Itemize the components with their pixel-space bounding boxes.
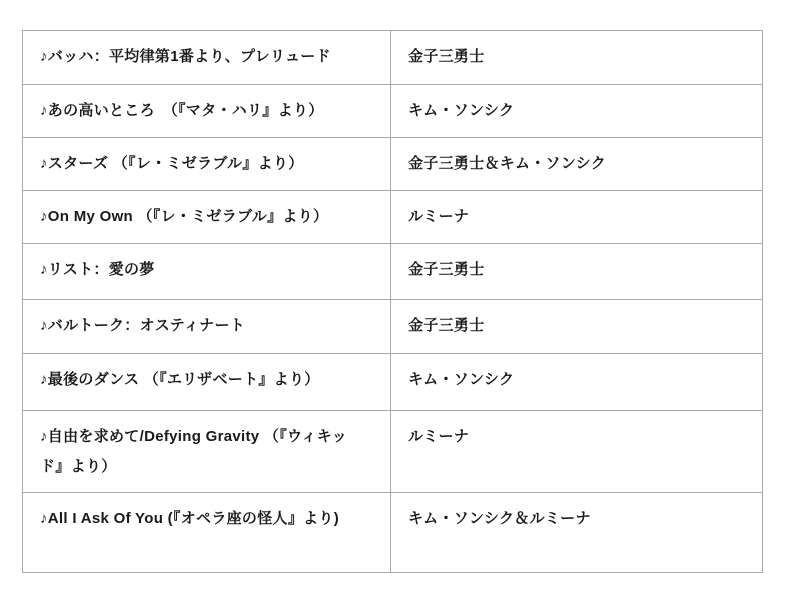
song-cell: ♪スターズ （『レ・ミゼラブル』より） bbox=[23, 138, 391, 191]
song-cell: ♪あの高いところ （『マタ・ハリ』より） bbox=[23, 85, 391, 138]
performer-cell: ルミーナ bbox=[391, 411, 763, 493]
table-row bbox=[23, 354, 763, 411]
table-row bbox=[23, 85, 763, 138]
song-cell: ♪On My Own （『レ・ミゼラブル』より） bbox=[23, 191, 391, 244]
song-cell: ♪リスト：愛の夢 bbox=[23, 244, 391, 300]
song-cell: ♪バッハ：平均律第1番より、プレリュード bbox=[23, 31, 391, 85]
performer-cell: 金子三勇士 bbox=[391, 244, 763, 300]
performer-cell: キム・ソンシク bbox=[391, 85, 763, 138]
table-row bbox=[23, 31, 763, 85]
table-row bbox=[23, 411, 763, 493]
song-cell: ♪最後のダンス （『エリザベート』より） bbox=[23, 354, 391, 411]
table-row bbox=[23, 191, 763, 244]
table-row bbox=[23, 300, 763, 354]
performer-cell: 金子三勇士 bbox=[391, 300, 763, 354]
performer-cell: 金子三勇士 bbox=[391, 31, 763, 85]
program-table bbox=[22, 30, 763, 573]
performer-cell: キム・ソンシク bbox=[391, 354, 763, 411]
table-row bbox=[23, 244, 763, 300]
table-row bbox=[23, 493, 763, 573]
performer-cell: 金子三勇士＆キム・ソンシク bbox=[391, 138, 763, 191]
song-cell: ♪自由を求めて/Defying Gravity （『ウィキッド』より） bbox=[23, 411, 391, 493]
song-cell: ♪バルトーク：オスティナート bbox=[23, 300, 391, 354]
performer-cell: ルミーナ bbox=[391, 191, 763, 244]
performer-cell: キム・ソンシク＆ルミーナ bbox=[391, 493, 763, 573]
song-cell: ♪All I Ask Of You (『オペラ座の怪人』より) bbox=[23, 493, 391, 573]
table-row bbox=[23, 138, 763, 191]
